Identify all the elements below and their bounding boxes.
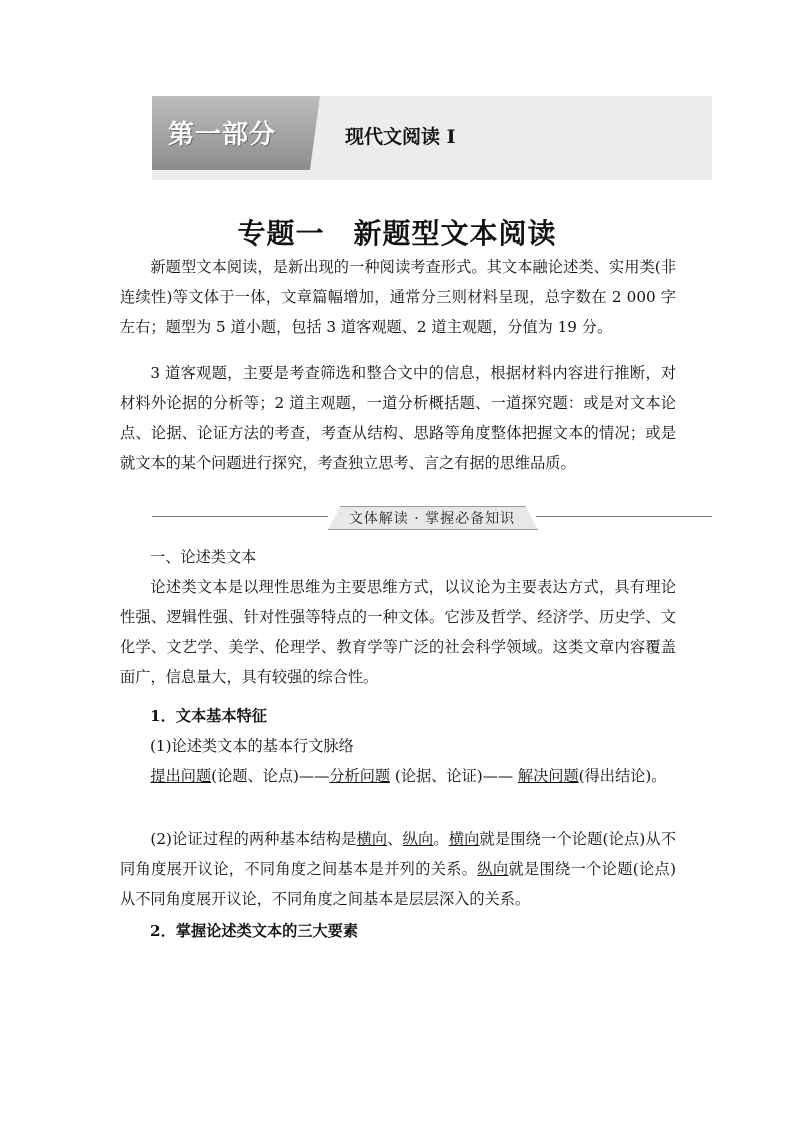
structure-separator: 、 xyxy=(387,830,403,848)
divider-label: 文体解读 · 掌握必备知识 xyxy=(348,511,516,527)
intro-paragraph-2: 3 道客观题，主要是考查筛选和整合文中的信息，根据材料内容进行推断，对材料外论据的分析等；2 道主观题，一道分析概括题、一道探究题：或是对文本论点、论据、论证方法的考查，考查从结构、思路等角度整体把握文本的情况；或是就文本的某个问题进行探究，考查独立思考、言之有据的思维品质。 xyxy=(120,364,676,472)
structure-horizontal-def: 就是围绕一个论题(论点)从不同角度展开议论，不同角度之间基本是并列的关系。 xyxy=(120,830,677,878)
structure-vertical-def: 就是围绕一个论题(论点)从不同角度展开议论，不同角度之间基本是层层深入的关系。 xyxy=(120,860,677,908)
structure-vertical-term: 纵向 xyxy=(477,860,509,878)
heading-three-elements: 2．掌握论述类文本的三大要素 xyxy=(150,922,359,940)
divider-line-left xyxy=(152,516,328,517)
structure-paragraph xyxy=(120,824,676,914)
flow-analyze-problem: 分析问题 xyxy=(329,767,391,785)
flow-analyze-note: (论据、论证)—— xyxy=(394,767,514,785)
section-title: 专题一 新题型文本阅读 xyxy=(237,217,557,250)
flow-solve-problem: 解决问题 xyxy=(517,767,579,785)
divider-line-right xyxy=(536,516,712,517)
structure-vertical: 纵向 xyxy=(402,830,434,848)
subheading-writing-structure: (1)论述类文本的基本行文脉络 xyxy=(150,737,354,755)
flow-raise-problem: 提出问题 xyxy=(150,767,212,785)
structure-prefix: (2)论证过程的两种基本结构是 xyxy=(150,830,357,848)
flow-solve-note: (得出结论)。 xyxy=(578,767,667,785)
part-label: 第一部分 xyxy=(168,120,277,150)
intro-paragraph-1: 新题型文本阅读，是新出现的一种阅读考查形式。其文本融论述类、实用类(非连续性)等文体于一体，文章篇幅增加，通常分三则材料呈现，总字数在 2 000 字左右；题型为 5 道小题，包括 3 道客观题、2 道主观题，分值为 19 分。 xyxy=(120,258,676,336)
flow-raise-note: (论题、论点)—— xyxy=(211,767,330,785)
structure-period: 。 xyxy=(433,830,449,848)
structure-horizontal-term: 横向 xyxy=(448,830,480,848)
heading-basic-features: 1．文本基本特征 xyxy=(150,707,267,725)
argumentative-intro-paragraph: 论述类文本是以理性思维为主要思维方式，以议论为主要表达方式，具有理论性强、逻辑性强、针对性强等特点的一种文体。它涉及哲学、经济学、历史学、文化学、文艺学、美学、伦理学、教育学等广泛的社会科学领域。这类文章内容覆盖面广，信息量大，具有较强的综合性。 xyxy=(120,578,676,686)
section-divider xyxy=(152,506,712,528)
structure-horizontal: 横向 xyxy=(356,830,388,848)
heading-argumentative-text: 一、论述类文本 xyxy=(150,548,257,566)
part-title: 现代文阅读 I xyxy=(345,126,456,148)
flow-paragraph xyxy=(120,761,676,791)
